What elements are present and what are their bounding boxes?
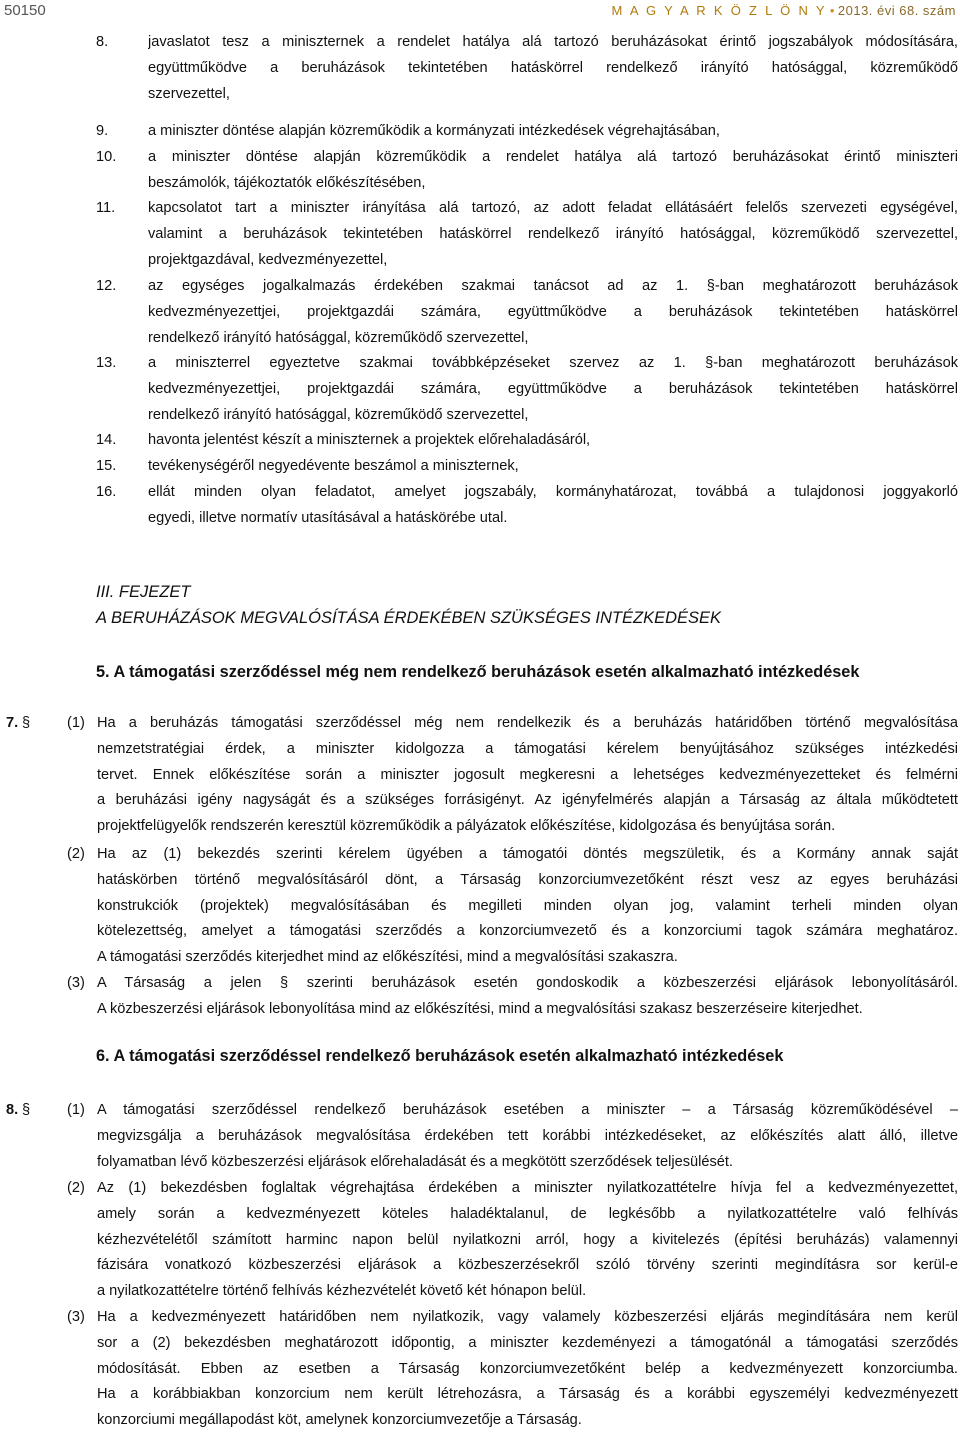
subsection-text bbox=[97, 711, 958, 840]
list-item-number: 9. bbox=[96, 123, 109, 139]
section-sign: § bbox=[22, 715, 31, 731]
text-line: Ha a korábbiakban konzorcium nem került létrehozásra, a Társaság és a korábbi egyszemélyi kedvezményezett bbox=[97, 1386, 958, 1403]
chapter-number: III. FEJEZET bbox=[96, 583, 191, 601]
text-line: a beruházási igény nagyságát és a szükséges forrásigényt. Az igényfelmérés alapján a Társaság az általa működtetett bbox=[97, 792, 958, 809]
text-line: a nyilatkozattételre történő felhívás kézhezvételét követő két hónapon belül. bbox=[97, 1283, 587, 1300]
text-line: Az (1) bekezdésben foglaltak végrehajtása érdekében a miniszter nyilatkozattételre hívja fel a kedvezményezettet, bbox=[97, 1180, 958, 1196]
text-line: A közbeszerzési eljárások lebonyolítása mind az előkészítési, mind a megvalósítási szakasz beszerzéseire kiterjedhet. bbox=[97, 1000, 863, 1017]
text-line: konzorciumi megállapodást köt, amelynek konzorciumvezetője a Társaság. bbox=[97, 1412, 582, 1429]
section-5-title: 5. A támogatási szerződéssel még nem rendelkező beruházások esetén alkalmazható intézkedések bbox=[96, 663, 860, 681]
subsection bbox=[0, 1305, 958, 1434]
list-item bbox=[96, 274, 958, 351]
list-item-number: 14. bbox=[96, 432, 117, 448]
text-line: javaslatot tesz a miniszternek a rendelet hatálya alá tartozó beruházásokat érintő jogszabályok módosítására, bbox=[148, 34, 958, 50]
list-item-number: 13. bbox=[96, 355, 117, 371]
list-item-text bbox=[148, 454, 958, 480]
text-line: folyamatban lévő közbeszerzési eljárások előrehaladását és a megkötött szerződések teljesülését. bbox=[97, 1153, 733, 1170]
subsection bbox=[0, 842, 958, 971]
section-sign: § bbox=[22, 1102, 31, 1118]
text-line: kedvezményezettjei, projektgazdái számára, együttműködve a beruházások tekintetében hatáskörrel bbox=[148, 303, 958, 320]
list-item bbox=[96, 30, 958, 107]
text-line: havonta jelentést készít a miniszternek a projektek előrehaladásáról, bbox=[148, 432, 591, 448]
text-line: kézhezvételétől számított harminc napon belül nyilatkozni arról, hogy a kivitelezés (építési beruházás) valamennyi bbox=[97, 1231, 958, 1248]
page-number: 50150 bbox=[4, 2, 46, 19]
text-line: a miniszter döntése alapján közreműködik a rendelet hatálya alá tartozó beruházásokat érintő miniszteri bbox=[148, 149, 958, 165]
list-item-number: 10. bbox=[96, 149, 117, 165]
subsection-text bbox=[97, 971, 958, 1023]
text-line: nemzetstratégiai érdek, a miniszter kidolgozza a támogatási kérelem benyújtásához szükséges intézkedési bbox=[97, 740, 958, 757]
list-item-text bbox=[148, 428, 958, 454]
list-item-number: 12. bbox=[96, 278, 117, 294]
subsection-label: (2) bbox=[67, 846, 85, 862]
subsection bbox=[0, 1098, 958, 1175]
text-line: kedvezményezettjei, projektgazdái számára, együttműködve a beruházások tekintetében hatáskörrel bbox=[148, 380, 958, 397]
list-item-text bbox=[148, 30, 958, 107]
text-line: a miniszterrel egyeztetve szakmai továbbképzéseket szervez az 1. §-ban meghatározott beruházások bbox=[148, 355, 958, 371]
list-item-number: 11. bbox=[96, 200, 116, 216]
text-line: beszámolók, tájékoztatók előkészítésében, bbox=[148, 174, 426, 191]
paragraph-number: 7. bbox=[6, 715, 19, 731]
text-line: megvizsgálja a beruházások megvalósítása érdekében tett korábbi intézkedéseket, az előkészítés alatt álló, illetve bbox=[97, 1127, 958, 1144]
page-header bbox=[0, 0, 960, 22]
subsection bbox=[0, 1176, 958, 1305]
text-line: szervezettel, bbox=[148, 85, 230, 102]
list-item bbox=[96, 351, 958, 428]
list-item bbox=[96, 196, 958, 273]
text-line: hatáskörben történő megvalósításáról dönt, a Társaság konzorciumvezetőként részt vesz az egyes beruházási bbox=[97, 871, 958, 888]
text-line: valamint a beruházások tekintetében hatáskörrel rendelkező irányító hatósággal, közreműködő szervezettel, bbox=[148, 225, 958, 242]
subsection-label: (2) bbox=[67, 1180, 85, 1196]
text-line: konstrukciók (projektek) megvalósításában és megilleti minden olyan jog, valamint terheli minden olyan bbox=[97, 897, 958, 914]
text-line: ellát minden olyan feladatot, amelyet jogszabály, kormányhatározat, továbbá a tulajdonosi joggyakorló bbox=[148, 484, 958, 500]
text-line: A támogatási szerződés kiterjedhet mind az előkészítési, mind a megvalósítási szakaszra. bbox=[97, 949, 678, 966]
list-item-text bbox=[148, 196, 958, 273]
text-line: A támogatási szerződéssel rendelkező beruházások esetében a miniszter – a Társaság közreműködésével – bbox=[97, 1102, 958, 1118]
subsection-label: (1) bbox=[67, 715, 85, 731]
text-line: tervet. Ennek előkészítése során a miniszter jogosult megkeresni a lehetséges kedvezményezetteket és felmérni bbox=[97, 766, 958, 783]
list-item-text bbox=[148, 351, 958, 428]
text-line: projektfelügyelők rendszerén keresztül közreműködik a pályázatok előkészítése, kidolgozása és benyújtása során. bbox=[97, 818, 836, 835]
subsection-text bbox=[97, 842, 958, 971]
text-line: fázisára vonatkozó közbeszerzési eljárások a közbeszerzésekről szóló törvény szerinti megindításra sor kerül-e bbox=[97, 1257, 958, 1274]
list-item-text bbox=[148, 480, 958, 532]
list-item bbox=[96, 454, 958, 480]
text-line: projektgazdával, kedvezményezettel, bbox=[148, 251, 388, 268]
list-item bbox=[96, 480, 958, 532]
text-line: sor a (2) bekezdésben meghatározott időpontig, a miniszter kezdeményezi a támogatónál a támogatási szerződés bbox=[97, 1334, 958, 1351]
list-item bbox=[96, 119, 958, 145]
bullet-separator: • bbox=[829, 3, 835, 18]
list-item-text bbox=[148, 119, 958, 145]
text-line: Ha a beruházás támogatási szerződéssel még nem rendelkezik és a beruházás határidőben történő megvalósítása bbox=[97, 715, 958, 731]
text-line: amely során a kedvezményezett köteles haladéktalanul, de legkésőbb a nyilatkozattételre való felhívás bbox=[97, 1205, 958, 1222]
text-line: rendelkező irányító hatósággal, közreműködő szervezettel, bbox=[148, 329, 529, 346]
text-line: kötelezettség, amelyet a támogatási szerződés a konzorciumvezető és a konzorciumi tagok számára meghatároz. bbox=[97, 923, 958, 940]
text-line: A Társaság a jelen § szerinti beruházások esetén gondoskodik a közbeszerzési eljárások lebonyolításáról. bbox=[97, 975, 958, 991]
subsection-label: (1) bbox=[67, 1102, 85, 1118]
text-line: Ha az (1) bekezdés szerinti kérelem ügyében a támogatói döntés megszületik, és a Kormány annak saját bbox=[97, 846, 958, 862]
list-item-text bbox=[148, 145, 958, 197]
journal-issue bbox=[612, 3, 956, 18]
subsection-text bbox=[97, 1098, 958, 1175]
text-line: módosítását. Ebben az esetben a Társaság konzorciumvezetőként belép a kedvezményezett konzorciumba. bbox=[97, 1360, 958, 1377]
text-line: a miniszter döntése alapján közreműködik a kormányzati intézkedések végrehajtásában, bbox=[148, 123, 720, 139]
subsection bbox=[0, 971, 958, 1023]
text-line: kapcsolatot tart a miniszter irányítása alá tartozó, az adott feladat ellátásáért felelős szervezeti egységével, bbox=[148, 200, 958, 216]
journal-name: M A G Y A R K Ö Z L Ö N Y bbox=[611, 3, 827, 18]
section-6-title: 6. A támogatási szerződéssel rendelkező beruházások esetén alkalmazható intézkedések bbox=[96, 1047, 784, 1065]
list-item bbox=[96, 428, 958, 454]
text-line: Ha a kedvezményezett határidőben nem nyilatkozik, vagy valamely közbeszerzési eljárás megindítására nem kerül bbox=[97, 1309, 958, 1325]
list-item-number: 15. bbox=[96, 458, 117, 474]
text-line: egyedi, illetve normatív utasításával a hatáskörébe utal. bbox=[148, 509, 508, 526]
text-line: együttműködve a beruházások tekintetében hatáskörrel rendelkező irányító hatósággal, közreműködő bbox=[148, 59, 958, 76]
list-item-text bbox=[148, 274, 958, 351]
subsection-text bbox=[97, 1305, 958, 1434]
paragraph-number: 8. bbox=[6, 1102, 19, 1118]
text-line: rendelkező irányító hatósággal, közreműködő szervezettel, bbox=[148, 406, 529, 423]
subsection bbox=[0, 711, 958, 840]
subsection-text bbox=[97, 1176, 958, 1305]
list-item-number: 8. bbox=[96, 34, 109, 50]
list-item bbox=[96, 145, 958, 197]
subsection-label: (3) bbox=[67, 975, 85, 991]
list-item-number: 16. bbox=[96, 484, 117, 500]
chapter-title: A BERUHÁZÁSOK MEGVALÓSÍTÁSA ÉRDEKÉBEN SZÜKSÉGES INTÉZKEDÉSEK bbox=[96, 609, 722, 627]
issue-label: 2013. évi 68. szám bbox=[837, 3, 956, 18]
subsection-label: (3) bbox=[67, 1309, 85, 1325]
text-line: az egységes jogalkalmazás érdekében szakmai tanácsot ad az 1. §-ban meghatározott beruházások bbox=[148, 278, 958, 294]
text-line: tevékenységéről negyedévente beszámol a miniszternek, bbox=[148, 458, 519, 474]
